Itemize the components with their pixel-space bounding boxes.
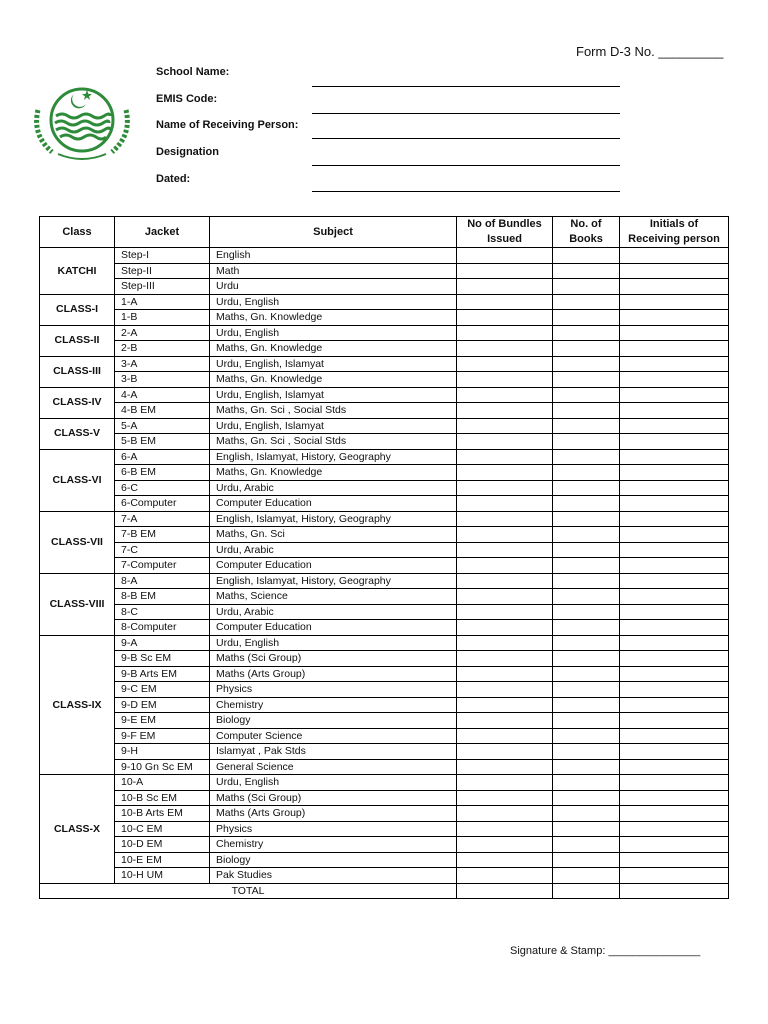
table-row bbox=[40, 821, 729, 837]
bundles-cell[interactable] bbox=[457, 310, 553, 326]
books-cell[interactable] bbox=[553, 248, 620, 264]
bundles-cell[interactable] bbox=[457, 620, 553, 636]
books-cell[interactable] bbox=[553, 372, 620, 388]
jacket-cell: 6-A bbox=[115, 449, 210, 465]
class-cell: CLASS-V bbox=[40, 418, 115, 449]
initials-cell[interactable] bbox=[620, 821, 729, 837]
table-row bbox=[40, 806, 729, 822]
bundles-cell[interactable] bbox=[457, 728, 553, 744]
books-cell[interactable] bbox=[553, 480, 620, 496]
jacket-cell: 7-C bbox=[115, 542, 210, 558]
table-row bbox=[40, 666, 729, 682]
bundles-cell[interactable] bbox=[457, 806, 553, 822]
emis-code-row bbox=[156, 93, 626, 113]
table-row bbox=[40, 542, 729, 558]
subject-cell: English, Islamyat, History, Geography bbox=[210, 511, 457, 527]
bundles-cell[interactable] bbox=[457, 387, 553, 403]
class-cell: CLASS-III bbox=[40, 356, 115, 387]
books-cell[interactable] bbox=[553, 697, 620, 713]
initials-cell[interactable] bbox=[620, 837, 729, 853]
subject-cell: Maths, Gn. Knowledge bbox=[210, 310, 457, 326]
header-initials: Initials of Receiving person bbox=[620, 217, 729, 248]
initials-cell[interactable] bbox=[620, 790, 729, 806]
bundles-cell[interactable] bbox=[457, 635, 553, 651]
table-row bbox=[40, 759, 729, 775]
table-row bbox=[40, 434, 729, 450]
initials-cell[interactable] bbox=[620, 868, 729, 884]
jacket-cell: 6-Computer bbox=[115, 496, 210, 512]
table-row bbox=[40, 604, 729, 620]
initials-cell[interactable] bbox=[620, 449, 729, 465]
subject-cell: Maths, Gn. Knowledge bbox=[210, 372, 457, 388]
books-cell[interactable] bbox=[553, 759, 620, 775]
table-row bbox=[40, 589, 729, 605]
bundles-cell[interactable] bbox=[457, 775, 553, 791]
books-cell[interactable] bbox=[553, 852, 620, 868]
subject-cell: Urdu, English bbox=[210, 775, 457, 791]
header-subject: Subject bbox=[210, 217, 457, 248]
books-cell[interactable] bbox=[553, 651, 620, 667]
table-body bbox=[40, 248, 729, 899]
bundles-cell[interactable] bbox=[457, 418, 553, 434]
bundles-cell[interactable] bbox=[457, 465, 553, 481]
subject-cell: Math bbox=[210, 263, 457, 279]
jacket-cell: 9-10 Gn Sc EM bbox=[115, 759, 210, 775]
subject-cell: Maths (Arts Group) bbox=[210, 806, 457, 822]
table-row bbox=[40, 511, 729, 527]
bundles-cell[interactable] bbox=[457, 821, 553, 837]
subject-cell: Maths (Sci Group) bbox=[210, 790, 457, 806]
punjab-emblem-logo bbox=[30, 80, 134, 164]
jacket-cell: 8-C bbox=[115, 604, 210, 620]
class-cell: CLASS-IX bbox=[40, 635, 115, 775]
class-cell: CLASS-VII bbox=[40, 511, 115, 573]
bundles-cell[interactable] bbox=[457, 263, 553, 279]
jacket-cell: 1-B bbox=[115, 310, 210, 326]
class-cell: CLASS-II bbox=[40, 325, 115, 356]
school-name-line[interactable] bbox=[312, 86, 620, 87]
initials-cell[interactable] bbox=[620, 604, 729, 620]
initials-cell[interactable] bbox=[620, 682, 729, 698]
total-label: TOTAL bbox=[40, 883, 457, 899]
books-cell[interactable] bbox=[553, 356, 620, 372]
subject-cell: Physics bbox=[210, 821, 457, 837]
bundles-cell[interactable] bbox=[457, 403, 553, 419]
subject-cell: Maths, Gn. Knowledge bbox=[210, 465, 457, 481]
school-name-label: School Name: bbox=[156, 66, 230, 78]
bundles-cell[interactable] bbox=[457, 713, 553, 729]
initials-cell[interactable] bbox=[620, 666, 729, 682]
jacket-cell: 5-A bbox=[115, 418, 210, 434]
class-cell: CLASS-VI bbox=[40, 449, 115, 511]
designation-label: Designation bbox=[156, 146, 219, 158]
header-jacket: Jacket bbox=[115, 217, 210, 248]
jacket-cell: Step-III bbox=[115, 279, 210, 295]
table-row bbox=[40, 449, 729, 465]
jacket-cell: 9-E EM bbox=[115, 713, 210, 729]
initials-cell[interactable] bbox=[620, 248, 729, 264]
jacket-cell: 8-Computer bbox=[115, 620, 210, 636]
table-row bbox=[40, 868, 729, 884]
initials-cell[interactable] bbox=[620, 697, 729, 713]
initials-cell[interactable] bbox=[620, 480, 729, 496]
table-header-row bbox=[40, 217, 729, 248]
subject-cell: Urdu bbox=[210, 279, 457, 295]
subject-cell: Physics bbox=[210, 682, 457, 698]
initials-cell[interactable] bbox=[620, 527, 729, 543]
bundles-cell[interactable] bbox=[457, 248, 553, 264]
jacket-cell: 9-C EM bbox=[115, 682, 210, 698]
table-row bbox=[40, 744, 729, 760]
initials-cell[interactable] bbox=[620, 759, 729, 775]
jacket-cell: 7-Computer bbox=[115, 558, 210, 574]
emis-code-line[interactable] bbox=[312, 113, 620, 114]
jacket-cell: 8-A bbox=[115, 573, 210, 589]
bundles-cell[interactable] bbox=[457, 558, 553, 574]
jacket-cell: 6-C bbox=[115, 480, 210, 496]
subject-cell: Urdu, Arabic bbox=[210, 604, 457, 620]
subject-cell: Urdu, English bbox=[210, 294, 457, 310]
initials-cell[interactable] bbox=[620, 434, 729, 450]
jacket-cell: 3-A bbox=[115, 356, 210, 372]
bundles-cell[interactable] bbox=[457, 790, 553, 806]
subject-cell: Chemistry bbox=[210, 697, 457, 713]
table-row bbox=[40, 682, 729, 698]
school-name-row bbox=[156, 66, 626, 86]
subject-cell: Urdu, English, Islamyat bbox=[210, 418, 457, 434]
books-cell[interactable] bbox=[553, 682, 620, 698]
bundles-cell[interactable] bbox=[457, 341, 553, 357]
table-row bbox=[40, 310, 729, 326]
initials-cell[interactable] bbox=[620, 573, 729, 589]
books-cell[interactable] bbox=[553, 310, 620, 326]
books-cell[interactable] bbox=[553, 434, 620, 450]
class-cell: CLASS-VIII bbox=[40, 573, 115, 635]
initials-cell[interactable] bbox=[620, 341, 729, 357]
books-cell[interactable] bbox=[553, 542, 620, 558]
initials-cell[interactable] bbox=[620, 372, 729, 388]
books-cell[interactable] bbox=[553, 790, 620, 806]
jacket-cell: 10-C EM bbox=[115, 821, 210, 837]
bundles-cell[interactable] bbox=[457, 744, 553, 760]
table-row bbox=[40, 480, 729, 496]
subject-cell: Computer Science bbox=[210, 728, 457, 744]
initials-cell[interactable] bbox=[620, 279, 729, 295]
books-cell[interactable] bbox=[553, 744, 620, 760]
bundles-cell[interactable] bbox=[457, 434, 553, 450]
table-row bbox=[40, 263, 729, 279]
bundles-cell[interactable] bbox=[457, 325, 553, 341]
bundles-cell[interactable] bbox=[457, 651, 553, 667]
subject-cell: General Science bbox=[210, 759, 457, 775]
books-cell[interactable] bbox=[553, 496, 620, 512]
class-cell: CLASS-I bbox=[40, 294, 115, 325]
initials-cell[interactable] bbox=[620, 806, 729, 822]
books-cell[interactable] bbox=[553, 418, 620, 434]
total-row bbox=[40, 883, 729, 899]
books-issue-table bbox=[39, 216, 729, 899]
table-row bbox=[40, 248, 729, 264]
jacket-cell: 10-H UM bbox=[115, 868, 210, 884]
subject-cell: Urdu, English bbox=[210, 325, 457, 341]
jacket-cell: 4-A bbox=[115, 387, 210, 403]
books-cell[interactable] bbox=[553, 449, 620, 465]
table-row bbox=[40, 635, 729, 651]
initials-cell[interactable] bbox=[620, 558, 729, 574]
initials-cell[interactable] bbox=[620, 325, 729, 341]
books-cell[interactable] bbox=[553, 527, 620, 543]
bundles-cell[interactable] bbox=[457, 496, 553, 512]
table-row bbox=[40, 651, 729, 667]
dated-label: Dated: bbox=[156, 173, 191, 185]
books-cell[interactable] bbox=[553, 821, 620, 837]
jacket-cell: 7-A bbox=[115, 511, 210, 527]
jacket-cell: 10-B Sc EM bbox=[115, 790, 210, 806]
table-row bbox=[40, 325, 729, 341]
table-row bbox=[40, 558, 729, 574]
dated-line[interactable] bbox=[312, 191, 620, 192]
bundles-cell[interactable] bbox=[457, 589, 553, 605]
jacket-cell: 8-B EM bbox=[115, 589, 210, 605]
initials-cell[interactable] bbox=[620, 651, 729, 667]
initials-cell[interactable] bbox=[620, 589, 729, 605]
table-row bbox=[40, 713, 729, 729]
subject-cell: Urdu, Arabic bbox=[210, 542, 457, 558]
form-number: Form D-3 No. _________ bbox=[576, 44, 724, 59]
jacket-cell: 10-D EM bbox=[115, 837, 210, 853]
subject-cell: Chemistry bbox=[210, 837, 457, 853]
initials-cell[interactable] bbox=[620, 852, 729, 868]
table-row bbox=[40, 790, 729, 806]
books-cell[interactable] bbox=[553, 279, 620, 295]
books-cell[interactable] bbox=[553, 294, 620, 310]
initials-cell[interactable] bbox=[620, 635, 729, 651]
books-cell[interactable] bbox=[553, 573, 620, 589]
table-row bbox=[40, 728, 729, 744]
books-cell[interactable] bbox=[553, 635, 620, 651]
subject-cell: Biology bbox=[210, 852, 457, 868]
bundles-cell[interactable] bbox=[457, 837, 553, 853]
subject-cell: Urdu, English bbox=[210, 635, 457, 651]
subject-cell: Maths, Gn. Sci , Social Stds bbox=[210, 403, 457, 419]
jacket-cell: 10-B Arts EM bbox=[115, 806, 210, 822]
books-cell[interactable] bbox=[553, 728, 620, 744]
table-row bbox=[40, 372, 729, 388]
table-row bbox=[40, 573, 729, 589]
bundles-cell[interactable] bbox=[457, 682, 553, 698]
books-cell[interactable] bbox=[553, 511, 620, 527]
books-cell[interactable] bbox=[553, 387, 620, 403]
books-cell[interactable] bbox=[553, 620, 620, 636]
books-cell[interactable] bbox=[553, 713, 620, 729]
table-row bbox=[40, 418, 729, 434]
bundles-cell[interactable] bbox=[457, 542, 553, 558]
jacket-cell: 6-B EM bbox=[115, 465, 210, 481]
total-bundles-cell[interactable] bbox=[457, 883, 553, 899]
bundles-cell[interactable] bbox=[457, 604, 553, 620]
jacket-cell: 4-B EM bbox=[115, 403, 210, 419]
jacket-cell: 9-A bbox=[115, 635, 210, 651]
table-row bbox=[40, 387, 729, 403]
signature-stamp: Signature & Stamp: _______________ bbox=[510, 945, 701, 957]
receiving-person-row bbox=[156, 119, 626, 139]
jacket-cell: 9-F EM bbox=[115, 728, 210, 744]
books-cell[interactable] bbox=[553, 666, 620, 682]
jacket-cell: 9-B Arts EM bbox=[115, 666, 210, 682]
bundles-cell[interactable] bbox=[457, 527, 553, 543]
initials-cell[interactable] bbox=[620, 356, 729, 372]
jacket-cell: 7-B EM bbox=[115, 527, 210, 543]
books-cell[interactable] bbox=[553, 604, 620, 620]
subject-cell: Urdu, English, Islamyat bbox=[210, 387, 457, 403]
table-row bbox=[40, 620, 729, 636]
subject-cell: Islamyat , Pak Stds bbox=[210, 744, 457, 760]
class-cell: KATCHI bbox=[40, 248, 115, 295]
subject-cell: English bbox=[210, 248, 457, 264]
books-cell[interactable] bbox=[553, 558, 620, 574]
table-row bbox=[40, 465, 729, 481]
jacket-cell: 2-B bbox=[115, 341, 210, 357]
table-row bbox=[40, 341, 729, 357]
table-row bbox=[40, 852, 729, 868]
initials-cell[interactable] bbox=[620, 728, 729, 744]
initials-cell[interactable] bbox=[620, 775, 729, 791]
jacket-cell: Step-II bbox=[115, 263, 210, 279]
bundles-cell[interactable] bbox=[457, 449, 553, 465]
bundles-cell[interactable] bbox=[457, 480, 553, 496]
table-row bbox=[40, 279, 729, 295]
initials-cell[interactable] bbox=[620, 744, 729, 760]
subject-cell: Maths (Sci Group) bbox=[210, 651, 457, 667]
bundles-cell[interactable] bbox=[457, 666, 553, 682]
initials-cell[interactable] bbox=[620, 620, 729, 636]
receiving-person-line[interactable] bbox=[312, 138, 620, 139]
table-row bbox=[40, 837, 729, 853]
subject-cell: Computer Education bbox=[210, 620, 457, 636]
initials-cell[interactable] bbox=[620, 418, 729, 434]
subject-cell: Urdu, English, Islamyat bbox=[210, 356, 457, 372]
receiving-person-label: Name of Receiving Person: bbox=[156, 119, 299, 131]
books-cell[interactable] bbox=[553, 341, 620, 357]
subject-cell: Computer Education bbox=[210, 558, 457, 574]
subject-cell: Maths, Science bbox=[210, 589, 457, 605]
subject-cell: Maths (Arts Group) bbox=[210, 666, 457, 682]
jacket-cell: 9-D EM bbox=[115, 697, 210, 713]
table-row bbox=[40, 496, 729, 512]
initials-cell[interactable] bbox=[620, 263, 729, 279]
jacket-cell: Step-I bbox=[115, 248, 210, 264]
jacket-cell: 3-B bbox=[115, 372, 210, 388]
total-books-cell[interactable] bbox=[553, 883, 620, 899]
class-cell: CLASS-X bbox=[40, 775, 115, 884]
designation-line[interactable] bbox=[312, 165, 620, 166]
jacket-cell: 2-A bbox=[115, 325, 210, 341]
subject-cell: English, Islamyat, History, Geography bbox=[210, 573, 457, 589]
header-books: No. of Books bbox=[553, 217, 620, 248]
subject-cell: Maths, Gn. Sci bbox=[210, 527, 457, 543]
header-bundles: No of Bundles Issued bbox=[457, 217, 553, 248]
bundles-cell[interactable] bbox=[457, 279, 553, 295]
bundles-cell[interactable] bbox=[457, 294, 553, 310]
bundles-cell[interactable] bbox=[457, 759, 553, 775]
initials-cell[interactable] bbox=[620, 387, 729, 403]
initials-cell[interactable] bbox=[620, 542, 729, 558]
bundles-cell[interactable] bbox=[457, 697, 553, 713]
header-class: Class bbox=[40, 217, 115, 248]
bundles-cell[interactable] bbox=[457, 372, 553, 388]
table-row bbox=[40, 775, 729, 791]
subject-cell: Maths, Gn. Sci , Social Stds bbox=[210, 434, 457, 450]
books-cell[interactable] bbox=[553, 325, 620, 341]
bundles-cell[interactable] bbox=[457, 868, 553, 884]
bundles-cell[interactable] bbox=[457, 356, 553, 372]
initials-cell[interactable] bbox=[620, 496, 729, 512]
bundles-cell[interactable] bbox=[457, 511, 553, 527]
jacket-cell: 5-B EM bbox=[115, 434, 210, 450]
jacket-cell: 10-A bbox=[115, 775, 210, 791]
subject-cell: Pak Studies bbox=[210, 868, 457, 884]
books-cell[interactable] bbox=[553, 263, 620, 279]
table-row bbox=[40, 356, 729, 372]
subject-cell: Computer Education bbox=[210, 496, 457, 512]
table-row bbox=[40, 527, 729, 543]
dated-row bbox=[156, 173, 626, 193]
designation-row bbox=[156, 146, 626, 166]
books-cell[interactable] bbox=[553, 837, 620, 853]
subject-cell: Maths, Gn. Knowledge bbox=[210, 341, 457, 357]
table-row bbox=[40, 294, 729, 310]
total-initials-cell[interactable] bbox=[620, 883, 729, 899]
jacket-cell: 9-H bbox=[115, 744, 210, 760]
books-cell[interactable] bbox=[553, 775, 620, 791]
subject-cell: Biology bbox=[210, 713, 457, 729]
class-cell: CLASS-IV bbox=[40, 387, 115, 418]
jacket-cell: 9-B Sc EM bbox=[115, 651, 210, 667]
initials-cell[interactable] bbox=[620, 511, 729, 527]
initials-cell[interactable] bbox=[620, 294, 729, 310]
bundles-cell[interactable] bbox=[457, 573, 553, 589]
jacket-cell: 10-E EM bbox=[115, 852, 210, 868]
table-row bbox=[40, 403, 729, 419]
books-cell[interactable] bbox=[553, 465, 620, 481]
table-row bbox=[40, 697, 729, 713]
initials-cell[interactable] bbox=[620, 310, 729, 326]
books-cell[interactable] bbox=[553, 403, 620, 419]
bundles-cell[interactable] bbox=[457, 852, 553, 868]
initials-cell[interactable] bbox=[620, 465, 729, 481]
books-cell[interactable] bbox=[553, 868, 620, 884]
initials-cell[interactable] bbox=[620, 713, 729, 729]
emis-code-label: EMIS Code: bbox=[156, 93, 218, 105]
books-cell[interactable] bbox=[553, 806, 620, 822]
initials-cell[interactable] bbox=[620, 403, 729, 419]
subject-cell: Urdu, Arabic bbox=[210, 480, 457, 496]
subject-cell: English, Islamyat, History, Geography bbox=[210, 449, 457, 465]
jacket-cell: 1-A bbox=[115, 294, 210, 310]
books-cell[interactable] bbox=[553, 589, 620, 605]
